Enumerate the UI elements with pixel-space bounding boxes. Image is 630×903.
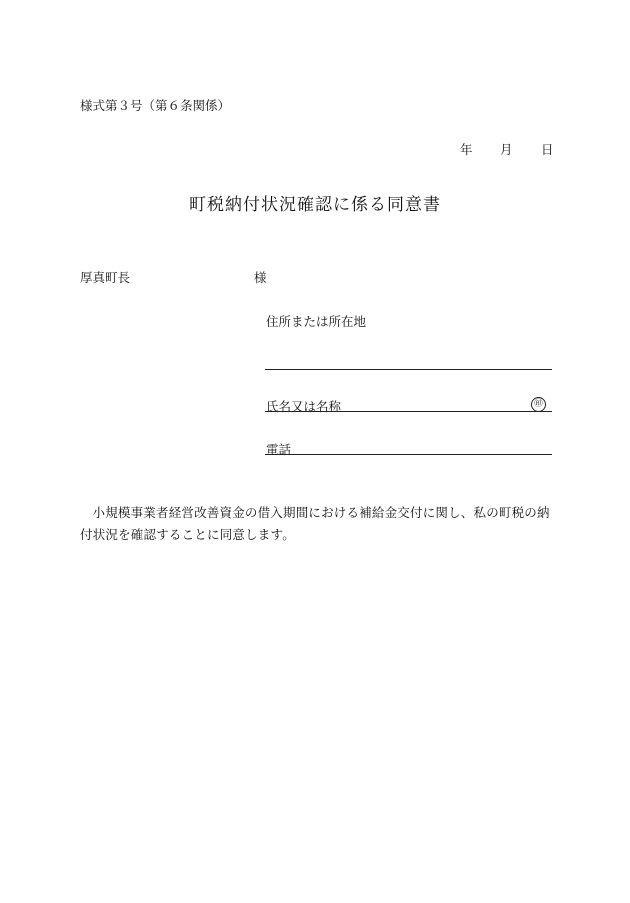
phone-label: 電話 — [266, 442, 292, 457]
seal-mark: ㊞ — [531, 397, 546, 412]
name-label: 氏名又は名称 — [266, 399, 342, 414]
name-line — [265, 411, 552, 412]
date-year-label: 年 — [460, 142, 473, 157]
document-title: 町税納付状況確認に係る同意書 — [189, 195, 441, 215]
address-label: 住所または所在地 — [266, 314, 367, 329]
address-line — [265, 369, 552, 370]
date-day-label: 日 — [541, 142, 554, 157]
form-number: 様式第３号（第６条関係） — [80, 98, 231, 113]
consent-statement: 小規模事業者経営改善資金の借入期間における補給金交付に関し、私の町税の納付状況を確認することに同意します。 — [80, 505, 550, 542]
phone-line — [265, 454, 552, 455]
date-month-label: 月 — [500, 142, 513, 157]
honorific: 様 — [254, 270, 267, 285]
addressee: 厚真町長 — [80, 270, 131, 285]
